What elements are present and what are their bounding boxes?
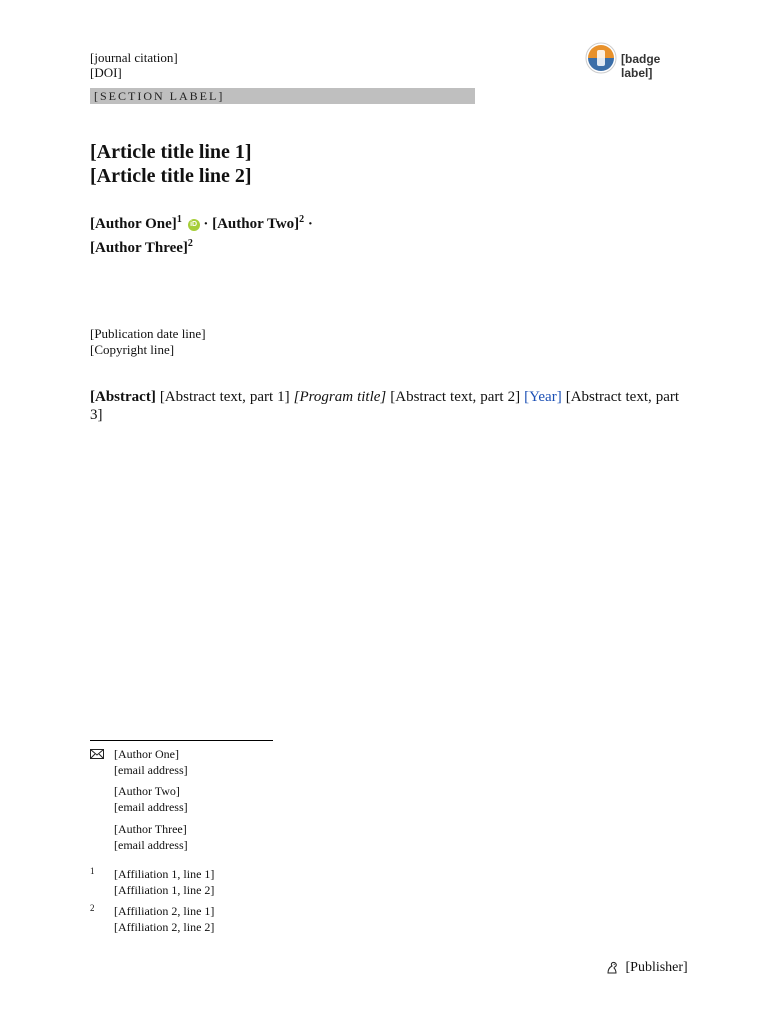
title-line-1: [Article title line 1]	[90, 141, 252, 163]
abstract-label: [Abstract]	[90, 389, 156, 405]
section-banner-label: [SECTION LABEL]	[94, 89, 225, 103]
contact-email[interactable]: [email address]	[114, 763, 188, 777]
abstract	[90, 388, 679, 425]
contact-name: [Author Three]	[114, 822, 187, 836]
author-list	[90, 210, 650, 258]
author-2-affiliation: 2	[299, 214, 305, 225]
published-date: [Publication date line]	[90, 326, 206, 341]
correspondence-entry-2	[114, 783, 188, 815]
crossmark-badge[interactable]	[585, 42, 677, 80]
citation-year-link[interactable]: [Year]	[524, 389, 562, 405]
affiliation-line: [Affiliation 1, line 1]	[114, 867, 215, 881]
affiliation-number: 2	[90, 903, 95, 913]
author-separator: ·	[307, 216, 313, 232]
envelope-icon	[90, 749, 104, 759]
copyright-notice: [Copyright line]	[90, 342, 175, 357]
correspondence-entry-3	[114, 821, 188, 853]
section-banner	[90, 88, 475, 104]
author-1[interactable]: [Author One]	[90, 216, 177, 232]
publisher-name: [Publisher]	[625, 960, 688, 975]
article-title	[90, 140, 650, 188]
affiliation-line: [Affiliation 2, line 1]	[114, 904, 215, 918]
crossmark-icon	[585, 42, 617, 74]
contact-name: [Author One]	[114, 747, 179, 761]
author-3[interactable]: [Author Three]	[90, 240, 188, 256]
doi[interactable]: [DOI]	[90, 65, 122, 80]
contact-email[interactable]: [email address]	[114, 838, 188, 852]
contact-email[interactable]: [email address]	[114, 800, 188, 814]
title-line-2: [Article title line 2]	[90, 165, 252, 187]
correspondence-entry-1	[114, 746, 188, 778]
program-title: [Program title]	[293, 389, 387, 405]
publisher-logo	[605, 960, 688, 976]
contact-name: [Author Two]	[114, 784, 180, 798]
affiliation-line: [Affiliation 1, line 2]	[114, 883, 215, 897]
springer-horse-icon	[605, 961, 619, 975]
abstract-text-3: [Abstract text, part 3]	[90, 389, 680, 424]
orcid-icon[interactable]: iD	[188, 219, 200, 231]
author-3-affiliation: 2	[187, 238, 193, 249]
affiliation-number: 1	[90, 866, 95, 876]
abstract-text-2: [Abstract text, part 2]	[390, 389, 521, 405]
journal-citation: [journal citation]	[90, 50, 178, 65]
publication-info	[90, 326, 206, 358]
author-1-affiliation: 1	[176, 214, 182, 225]
author-separator: ·	[203, 216, 209, 232]
crossmark-label: [badge label]	[621, 52, 661, 80]
affiliation-line: [Affiliation 2, line 2]	[114, 920, 215, 934]
abstract-text-1: [Abstract text, part 1]	[159, 389, 290, 405]
footnote-divider	[90, 740, 273, 741]
author-2[interactable]: [Author Two]	[212, 216, 300, 232]
